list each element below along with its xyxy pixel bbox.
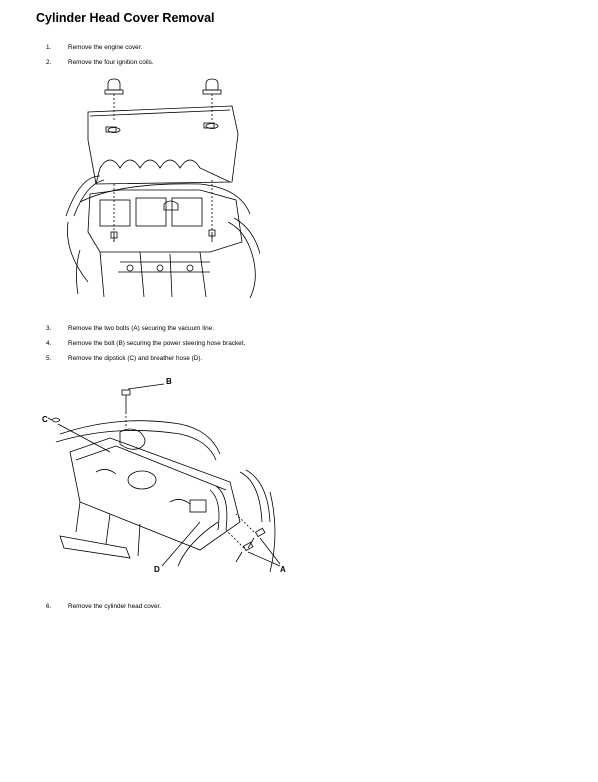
dipstick-c	[48, 418, 110, 452]
step-text: Remove the two bolts (A) securing the vacuum line.	[68, 325, 214, 332]
cylinder-head-cover-illustration	[40, 372, 300, 582]
callout-b: B	[166, 377, 172, 386]
step-text: Remove the bolt (B) securing the power steering hose bracket.	[68, 340, 246, 347]
nut-right	[203, 79, 221, 122]
step-text: Remove the dipstick (C) and breather hose (D).	[68, 355, 203, 362]
step-number: 5.	[46, 355, 52, 362]
bolts-a	[226, 514, 280, 566]
step-text: Remove the engine cover.	[68, 44, 143, 51]
page-title: Cylinder Head Cover Removal	[36, 11, 215, 25]
step-number: 3.	[46, 325, 52, 332]
callout-d: D	[154, 565, 160, 574]
step-number: 1.	[46, 44, 52, 51]
step-number: 4.	[46, 340, 52, 347]
step-text: Remove the four ignition coils.	[68, 59, 154, 66]
engine-cover	[88, 106, 238, 184]
callout-c: C	[42, 415, 48, 424]
step-number: 6.	[46, 603, 52, 610]
engine-cover-illustration	[60, 72, 260, 302]
head-cover	[60, 438, 240, 558]
step-text: Remove the cylinder head cover.	[68, 603, 162, 610]
callout-a: A	[280, 565, 286, 574]
breather-hose-d	[162, 486, 227, 566]
engine-block	[66, 176, 260, 298]
step-number: 2.	[46, 59, 52, 66]
